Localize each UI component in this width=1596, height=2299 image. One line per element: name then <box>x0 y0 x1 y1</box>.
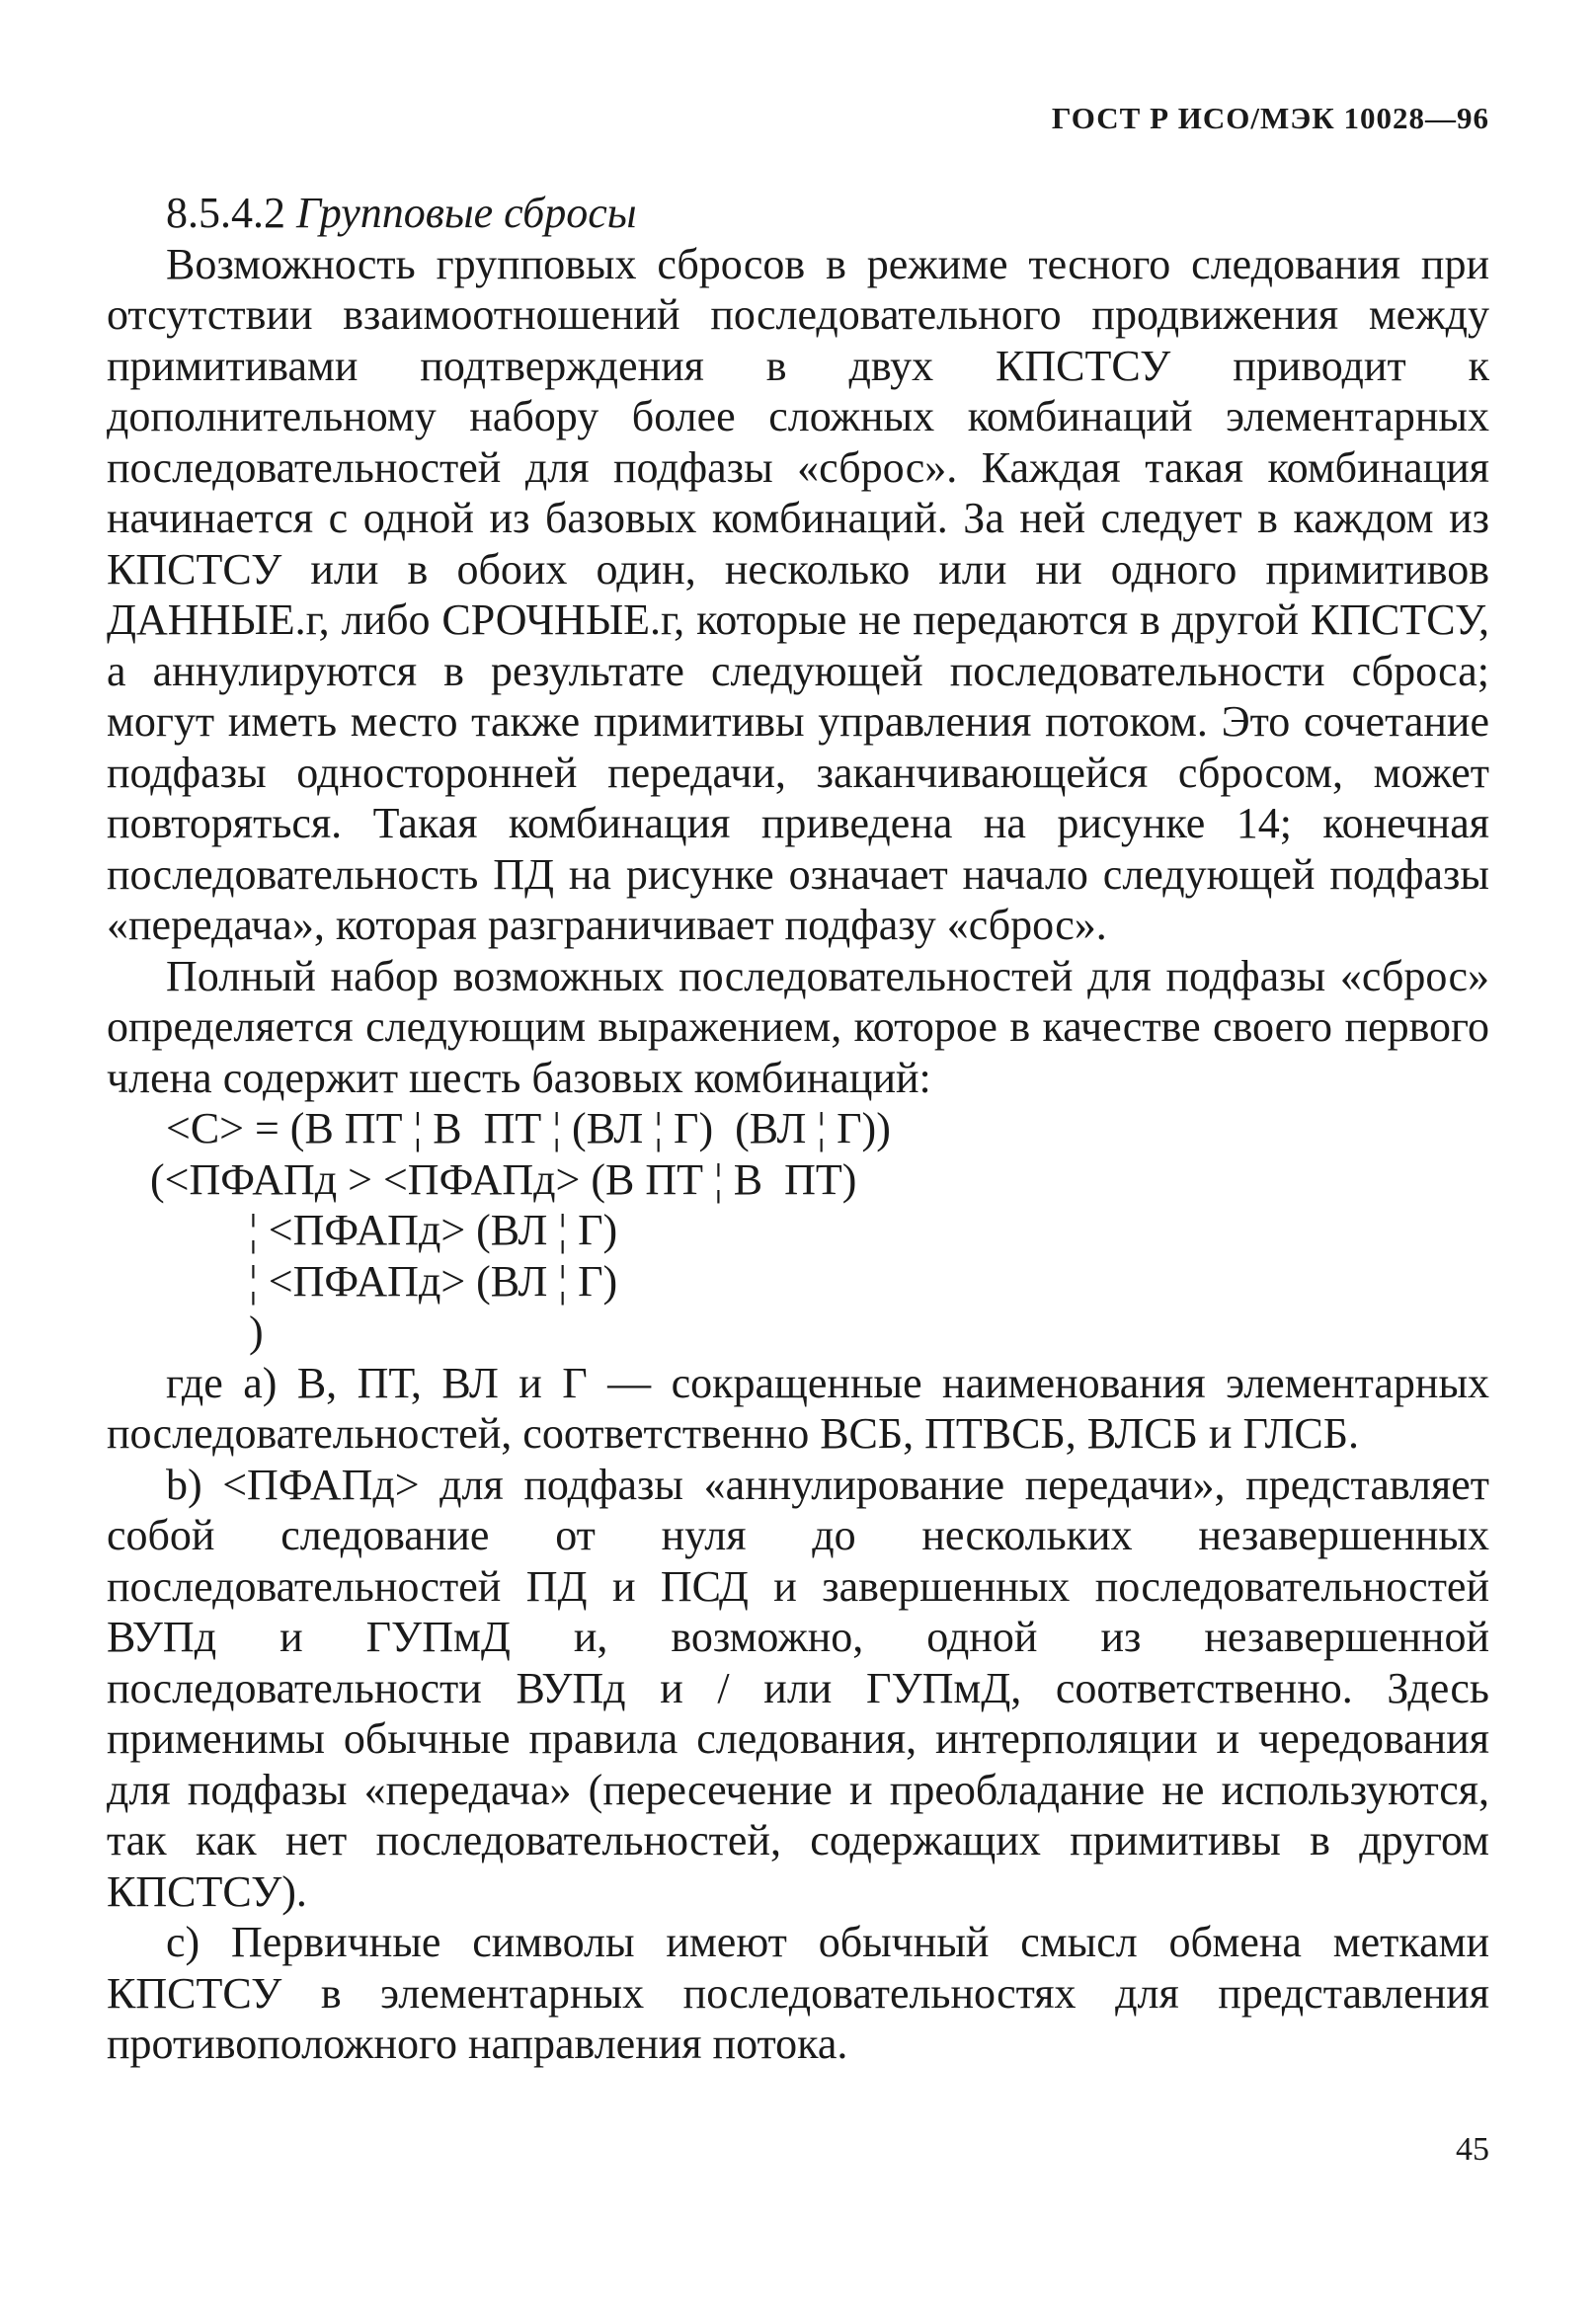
section-number: 8.5.4.2 <box>166 189 285 237</box>
formula-line-5: ) <box>249 1308 264 1356</box>
paragraph-group-resets: Возможность групповых сбросов в режиме тесного следования при отсутствии взаимоотношений последовательного продвижения между примитивами подтверждения в двух КПСТСУ приводит к дополнительному набору более сложных комбинаций элементарных последовательностей для подфазы «сброс». Каждая такая комбинация начинается с одной из базовых комбинаций. За ней следует в каждом из КПСТСУ или в обоих один, несколько или ни одного примитивов ДАННЫЕ.г, либо СРОЧНЫЕ.г, которые не передаются в другой КПСТСУ, а аннулируются в результате следующей последовательности сброса; могут иметь место также примитивы управления потоком. Это сочетание подфазы односторонней передачи, заканчивающейся сбросом, может повторяться. Такая комбинация приведена на рисунке 14; конечная последовательность ПД на рисунке означает начало следующей подфазы «передача», которая разграничивает подфазу «сброс». <box>107 239 1489 949</box>
standard-header: ГОСТ Р ИСО/МЭК 10028—96 <box>1051 101 1489 135</box>
formula-line-2: (<ПФАПд > <ПФАПд> (В ПТ ¦ В ПТ) <box>150 1154 857 1204</box>
note-c: c) Первичные символы имеют обычный смысл обмена метками КПСТСУ в элементарных последовательностях для представления противоположного направления потока. <box>107 1918 1489 2068</box>
section-title: Групповые сбросы <box>296 189 637 237</box>
page-number: 45 <box>1456 2131 1489 2168</box>
formula-line-1: <С> = (В ПТ ¦ В ПТ ¦ (ВЛ ¦ Г) (ВЛ ¦ Г)) <box>166 1104 891 1152</box>
note-b: b) <ПФАПд> для подфазы «аннулирование передачи», представляет собой следование от нуля до нескольких незавершенных последовательностей ПД и ПСД и завершенных последовательностей ВУПд и ГУПмД и, возможно, одной из незавершенной последовательности ВУПд и / или ГУПмД, соответственно. Здесь применимы обычные правила следования, интерполяции и чередования для подфазы «передача» (пересечение и преобладание не используются, так как нет последовательностей, содержащих примитивы в другом КПСТСУ). <box>107 1460 1489 1916</box>
formula-line-3: ¦ <ПФАПд> (ВЛ ¦ Г) <box>249 1206 618 1254</box>
paragraph-full-set: Полный набор возможных последовательностей для подфазы «сброс» определяется следующим выражением, которое в качестве своего первого члена содержит шесть базовых комбинаций: <box>107 951 1489 1102</box>
page-content <box>107 188 1489 2070</box>
section-heading <box>107 188 1489 239</box>
note-a: где a) В, ПТ, ВЛ и Г — сокращенные наименования элементарных последовательностей, соответственно ВСБ, ПТВСБ, ВЛСБ и ГЛСБ. <box>107 1358 1489 1458</box>
formula-line-4: ¦ <ПФАПд> (ВЛ ¦ Г) <box>249 1256 618 1306</box>
